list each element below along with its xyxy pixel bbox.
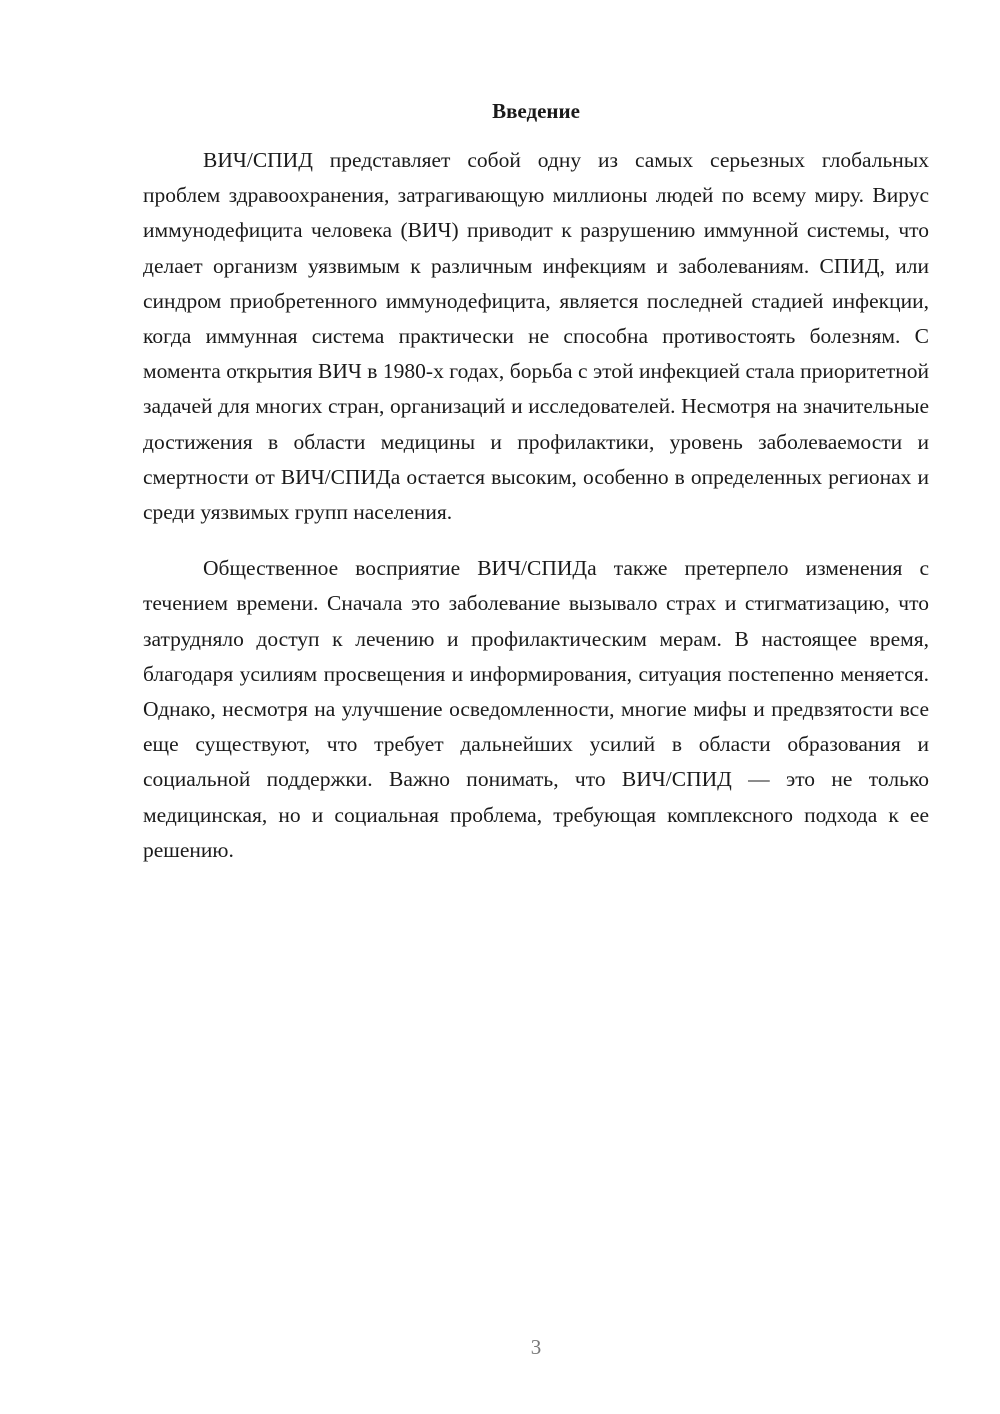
page-title: Введение <box>492 99 580 123</box>
paragraph-1: ВИЧ/СПИД представляет собой одну из самых серьезных глобальных проблем здравоохранения, затрагивающую миллионы людей по всему миру. Вирус иммунодефицита человека (ВИЧ) приводит к разрушению иммунной системы, что делает организм уязвимым к различным инфекциям и заболеваниям. СПИД, или синдром приобретенного иммунодефицита, является последней стадией инфекции, когда иммунная система практически не способна противостоять болезням. С момента открытия ВИЧ в 1980-х годах, борьба с этой инфекцией стала приоритетной задачей для многих стран, организаций и исследователей. Несмотря на значительные достижения в области медицины и профилактики, уровень заболеваемости и смертности от ВИЧ/СПИДа остается высоким, особенно в определенных регионах и среди уязвимых групп населения. <box>143 148 929 525</box>
paragraph-2: Общественное восприятие ВИЧ/СПИДа также претерпело изменения с течением времени. Сначала это заболевание вызывало страх и стигматизацию, что затрудняло доступ к лечению и профилактическим мерам. В настоящее время, благодаря усилиям просвещения и информирования, ситуация постепенно меняется. Однако, несмотря на улучшение осведомленности, многие мифы и предвзятости все еще существуют, что требует дальнейших усилий в области образования и социальной поддержки. Важно понимать, что ВИЧ/СПИД — это не только медицинская, но и социальная проблема, требующая комплексного подхода к ее решению. <box>143 556 929 862</box>
body-text <box>143 143 929 868</box>
page-number: 3 <box>530 1335 542 1359</box>
